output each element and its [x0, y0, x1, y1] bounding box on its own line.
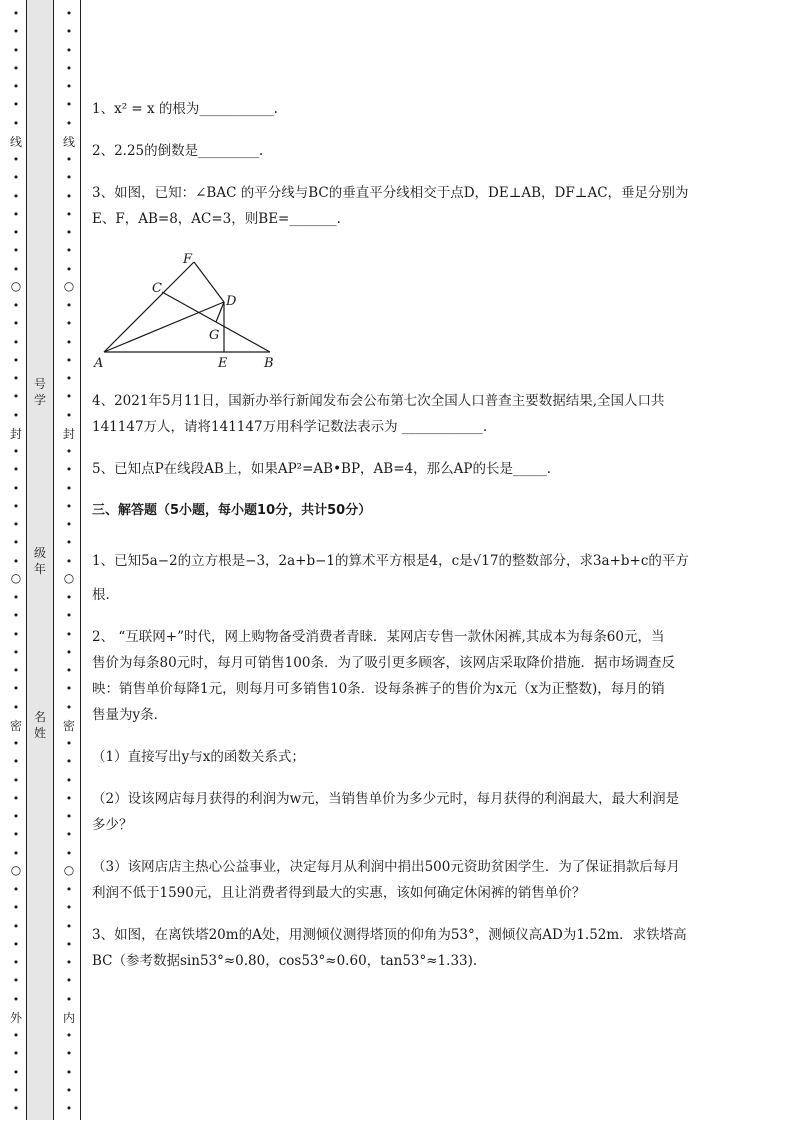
binding-dot: • [12, 481, 20, 495]
binding-dot: • [65, 755, 73, 769]
question-5: 5、已知点P在线段AB上，如果AP²=AB•BP，AB=4，那么AP的长是_____. [92, 461, 551, 477]
right-circle-2: ○ [63, 571, 75, 585]
binding-dot: • [12, 755, 20, 769]
binding-dot: • [65, 518, 73, 531]
binding-dot: • [65, 791, 73, 805]
binding-dot: • [12, 244, 20, 258]
binding-dot: • [65, 408, 73, 422]
answer-1-line-1: 1、已知5a−2的立方根是−3，2a+b−1的算术平方根是4，c是√17的整数部分，求3a+b+c的平方 [92, 553, 689, 569]
binding-dot: • [12, 372, 20, 385]
binding-dot: • [12, 992, 20, 1006]
binding-dot: • [65, 828, 73, 842]
answer-2-part-1: （1）直接写出y与x的函数关系式； [92, 749, 305, 765]
binding-dot: • [12, 116, 20, 130]
binding-dot: • [12, 353, 20, 367]
field-name: 名 姓 [33, 710, 46, 740]
binding-dot: • [65, 445, 73, 458]
binding-dot: • [12, 1102, 20, 1115]
student-info-strip [26, 0, 54, 1120]
binding-dot: • [12, 645, 20, 659]
binding-dot: • [65, 1083, 73, 1097]
answer-2-part-3-line-1: （3）该网店店主热心公益事业，决定每月从利润中捐出500元资助贫困学生．为了保证捐款后每月 [92, 859, 680, 875]
field-student-id: 号 学 [33, 377, 46, 407]
binding-dot: • [12, 937, 20, 951]
right-circle-1: ○ [63, 279, 75, 293]
segment-fd [194, 262, 224, 302]
binding-dot: • [12, 7, 20, 20]
binding-dot: • [12, 189, 20, 203]
binding-dot: • [65, 591, 73, 604]
segment-af [104, 262, 194, 352]
binding-dot: • [65, 737, 73, 750]
question-1: 1、x² = x 的根为___________. [92, 101, 278, 117]
binding-dot: • [12, 499, 20, 513]
answer-3-line-1: 3、如图，在离铁塔20m的A处，用测倾仪测得塔顶的仰角为53°，测倾仪高AD为1.52m．求铁塔高 [92, 927, 687, 943]
binding-dot: • [65, 956, 73, 969]
binding-dot: • [65, 80, 73, 93]
answer-2-line-1: 2、 “互联网+”时代，网上购物备受消费者青睐．某网店专售一款休闲裤,其成本为每条60元，当 [92, 629, 665, 645]
binding-dot: • [65, 627, 73, 641]
question-3-line-1: 3、如图，已知：∠BAC 的平分线与BC的垂直平分线相交于点D，DE⊥AB，DF⊥AC，垂足分别为 [92, 185, 689, 201]
answer-2-line-4: 售量为y条． [92, 707, 168, 723]
label-c: C [152, 281, 162, 296]
binding-dot: • [65, 664, 73, 677]
segment-ad [104, 302, 224, 352]
binding-dot: • [12, 883, 20, 896]
binding-dot: • [65, 116, 73, 130]
binding-dot: • [65, 700, 73, 714]
label-a: A [94, 356, 104, 371]
binding-dot: • [12, 207, 20, 221]
binding-dot: • [65, 536, 73, 550]
left-mark-feng: 封 [9, 427, 22, 441]
binding-dot: • [65, 883, 73, 896]
binding-dot: • [12, 974, 20, 988]
left-circle-3: ○ [10, 863, 22, 877]
binding-dot: • [65, 974, 73, 988]
binding-dot: • [12, 171, 20, 185]
binding-dot: • [65, 61, 73, 75]
binding-dot: • [12, 445, 20, 458]
question-2: 2、2.25的倒数是_________. [92, 143, 264, 159]
left-mark-xian: 线 [9, 135, 22, 149]
binding-dot: • [12, 609, 20, 623]
binding-dot: • [65, 1029, 73, 1042]
binding-dot: • [12, 25, 20, 39]
binding-dot: • [12, 43, 20, 57]
binding-dot: • [65, 499, 73, 513]
binding-dot: • [65, 846, 73, 860]
binding-dot: • [65, 937, 73, 951]
answer-2-line-2: 售价为每条80元时，每月可销售100条．为了吸引更多顾客，该网店采取降价措施．据市场调查反 [92, 655, 675, 671]
binding-dot: • [65, 1047, 73, 1061]
binding-border-line [80, 0, 81, 1120]
answer-2-part-2-line-2: 多少？ [92, 817, 133, 833]
binding-dot: • [12, 828, 20, 842]
binding-dot: • [65, 390, 73, 404]
binding-dot: • [65, 317, 73, 331]
binding-dot: • [65, 463, 73, 477]
binding-dot: • [65, 554, 73, 568]
binding-dot: • [65, 773, 73, 787]
section-3-heading: 三、解答题（5小题，每小题10分，共计50分） [92, 503, 372, 518]
binding-dot: • [65, 609, 73, 623]
binding-dot: • [65, 481, 73, 495]
binding-dot: • [12, 627, 20, 641]
label-g: G [209, 328, 220, 343]
binding-dot: • [12, 901, 20, 915]
binding-dot: • [12, 463, 20, 477]
field-grade: 级 年 [33, 546, 46, 576]
binding-dot: • [65, 1065, 73, 1079]
binding-dot: • [12, 1029, 20, 1042]
binding-dot: • [12, 390, 20, 404]
binding-dot: • [12, 262, 20, 276]
binding-dot: • [12, 810, 20, 823]
binding-dot: • [12, 1065, 20, 1079]
binding-dot: • [65, 153, 73, 166]
binding-dot: • [65, 335, 73, 349]
binding-dot: • [12, 956, 20, 969]
binding-dot: • [65, 353, 73, 367]
triangle-figure [92, 246, 292, 374]
binding-dot: • [12, 737, 20, 750]
right-circle-3: ○ [63, 863, 75, 877]
binding-dot: • [65, 189, 73, 203]
left-mark-mi: 密 [9, 719, 22, 733]
label-d: D [226, 294, 237, 309]
left-circle-2: ○ [10, 571, 22, 585]
binding-dot: • [65, 810, 73, 823]
right-mark-mi: 密 [62, 719, 75, 733]
right-binding-column [59, 0, 79, 1123]
binding-dot: • [12, 299, 20, 312]
binding-dot: • [12, 846, 20, 860]
binding-dot: • [65, 372, 73, 385]
left-binding-column [6, 0, 26, 1123]
binding-dot: • [65, 7, 73, 20]
binding-dot: • [12, 591, 20, 604]
left-circle-1: ○ [10, 279, 22, 293]
binding-dot: • [12, 317, 20, 331]
answer-2-line-3: 映：销售单价每降1元，则每月可多销售10条．设每条裤子的售价为x元（x为正整数)，每月的销 [92, 681, 665, 697]
label-b: B [264, 356, 274, 371]
answer-2-part-2-line-1: （2）设该网店每月获得的利润为w元，当销售单价为多少元时，每月获得的利润最大，最大利润是 [92, 791, 680, 807]
binding-dot: • [65, 992, 73, 1006]
binding-dot: • [12, 536, 20, 550]
binding-dot: • [12, 1083, 20, 1097]
binding-dot: • [65, 262, 73, 276]
label-f: F [183, 252, 193, 267]
question-4-line-2: 141147万人，请将141147万用科学记数法表示为 ____________. [92, 419, 488, 435]
right-mark-xian: 线 [62, 135, 75, 149]
binding-dot: • [65, 299, 73, 312]
binding-dot: • [12, 791, 20, 805]
binding-dot: • [12, 554, 20, 568]
binding-dot: • [65, 171, 73, 185]
binding-dot: • [65, 43, 73, 57]
right-mark-feng: 封 [62, 427, 75, 441]
binding-dot: • [12, 919, 20, 933]
binding-dot: • [12, 408, 20, 422]
right-mark-nei: 内 [62, 1011, 75, 1025]
binding-dot: • [12, 773, 20, 787]
binding-dot: • [12, 335, 20, 349]
binding-dot: • [12, 226, 20, 239]
binding-dot: • [65, 919, 73, 933]
binding-dot: • [12, 682, 20, 696]
binding-dot: • [12, 1047, 20, 1061]
binding-dot: • [12, 700, 20, 714]
answer-1-line-2: 根. [92, 587, 110, 603]
binding-dot: • [65, 682, 73, 696]
left-mark-wai: 外 [9, 1011, 22, 1025]
question-4-line-1: 4、2021年5月11日，国新办举行新闻发布会公布第七次全国人口普查主要数据结果,全国人口共 [92, 393, 665, 409]
binding-dot: • [12, 664, 20, 677]
binding-dot: • [65, 98, 73, 112]
binding-dot: • [65, 25, 73, 39]
binding-dot: • [12, 98, 20, 112]
binding-dot: • [65, 901, 73, 915]
answer-2-part-3-line-2: 利润不低于1590元，且让消费者得到最大的实惠，该如何确定休闲裤的销售单价？ [92, 885, 586, 901]
binding-dot: • [12, 61, 20, 75]
question-3-line-2: E、F，AB=8，AC=3，则BE=_______. [92, 211, 341, 227]
binding-dot: • [65, 645, 73, 659]
label-e: E [218, 356, 228, 371]
binding-dot: • [65, 1102, 73, 1115]
binding-dot: • [12, 518, 20, 531]
answer-3-line-2: BC（参考数据sin53°≈0.80，cos53°≈0.60，tan53°≈1.33). [92, 953, 478, 969]
binding-dot: • [65, 226, 73, 239]
binding-dot: • [12, 80, 20, 93]
binding-dot: • [12, 153, 20, 166]
binding-dot: • [65, 207, 73, 221]
binding-dot: • [65, 244, 73, 258]
